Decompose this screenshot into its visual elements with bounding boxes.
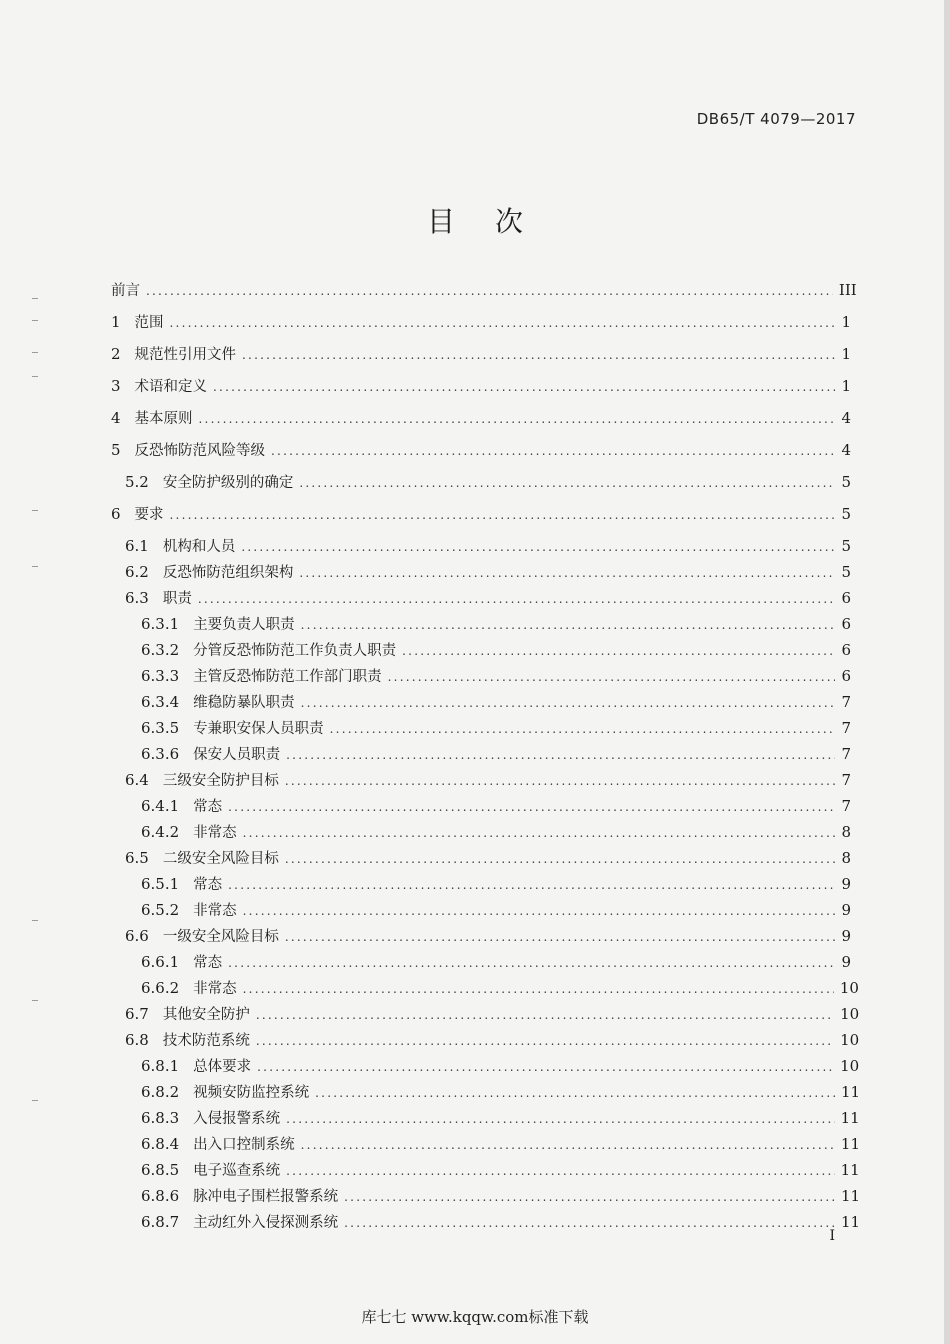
toc-entry-page: 10 [840,1057,860,1075]
toc-entry-label: 反恐怖防范风险等级 [134,443,266,459]
margin-mark [32,1100,38,1101]
toc-dot-leader [243,979,834,999]
toc-entry-page: 7 [841,771,851,789]
toc-entry-number: 6.2 [125,563,149,581]
toc-entry[interactable] [111,796,851,817]
toc-entry-number: 2 [111,345,121,363]
toc-entry-label: 常态 [193,877,223,893]
margin-mark [32,376,38,377]
toc-entry-label: 保安人员职责 [193,747,281,763]
toc-entry[interactable] [111,952,851,973]
toc-dot-leader [170,313,835,333]
page-number: I [829,1228,835,1244]
toc-entry-number: 1 [111,313,121,331]
toc-entry-number: 6.6.1 [141,953,180,971]
toc-entry[interactable] [111,1212,861,1233]
toc-dot-leader [146,281,833,301]
toc-entry-label: 视频安防监控系统 [193,1085,310,1101]
toc-entry[interactable] [111,376,851,397]
toc-dot-leader [299,563,835,583]
toc-entry-page: 7 [841,745,851,763]
toc-dot-leader [286,1161,834,1181]
toc-entry[interactable] [111,344,851,365]
table-of-contents [111,280,861,1233]
toc-entry-label: 出入口控制系统 [193,1137,295,1153]
toc-entry-page: 5 [841,505,851,523]
toc-entry-page: 11 [840,1161,860,1179]
toc-entry-page: 11 [841,1083,861,1101]
toc-entry[interactable] [111,472,851,493]
toc-entry-label: 基本原则 [134,411,193,427]
toc-entry-page: 6 [841,667,851,685]
toc-entry-number: 6.3.4 [141,693,180,711]
toc-entry-page: 9 [841,927,851,945]
toc-entry-page: 6 [841,589,851,607]
toc-entry-page: 1 [841,313,851,331]
margin-mark [32,920,38,921]
toc-entry[interactable] [111,666,851,687]
toc-dot-leader [228,875,835,895]
toc-entry-number: 6.8.7 [141,1213,180,1231]
toc-entry[interactable] [111,408,851,429]
toc-entry-label: 总体要求 [193,1059,252,1075]
toc-entry[interactable] [111,848,851,869]
toc-entry-number: 6.8.3 [141,1109,180,1127]
toc-dot-leader [344,1213,835,1233]
toc-entry-label: 专兼职安保人员职责 [193,721,324,737]
toc-entry[interactable] [111,536,851,557]
toc-entry-label: 非常态 [193,981,237,997]
toc-entry-number: 6.5.2 [141,901,180,919]
toc-dot-leader [299,473,835,493]
toc-entry-label: 主管反恐怖防范工作部门职责 [193,669,382,685]
toc-entry-page: 9 [841,953,851,971]
toc-entry-label: 电子巡查系统 [193,1163,281,1179]
toc-entry[interactable] [111,900,851,921]
toc-entry[interactable] [111,588,851,609]
toc-entry-page: 9 [841,875,851,893]
margin-mark [32,320,38,321]
toc-entry-page: 4 [841,409,851,427]
toc-entry-label: 范围 [134,315,164,331]
toc-dot-leader [315,1083,835,1103]
toc-dot-leader [285,771,835,791]
toc-entry-page: 6 [841,641,851,659]
toc-dot-leader [213,377,835,397]
toc-entry-number: 5.2 [125,473,149,491]
toc-entry-number: 6.4.2 [141,823,180,841]
toc-entry-label: 二级安全风险目标 [162,851,279,867]
toc-entry-page: 11 [840,1109,860,1127]
toc-entry-number: 6.4.1 [141,797,180,815]
toc-entry-page: 11 [841,1213,861,1231]
toc-entry[interactable] [111,978,859,999]
toc-entry-number: 6.6.2 [141,979,180,997]
margin-mark [32,566,38,567]
toc-entry-page: 8 [841,849,851,867]
toc-entry-number: 6.6 [125,927,149,945]
toc-dot-leader [402,641,835,661]
toc-entry-number: 6.8.2 [141,1083,180,1101]
toc-entry-number: 6.3.6 [141,745,180,763]
toc-dot-leader [243,901,835,921]
toc-entry-label: 机构和人员 [162,539,236,555]
toc-entry-number: 6 [111,505,121,523]
toc-entry[interactable] [111,1030,860,1051]
toc-entry-label: 技术防范系统 [162,1033,250,1049]
toc-entry-number: 6.1 [125,537,149,555]
toc-entry-label: 前言 [111,283,140,299]
toc-entry-number: 6.3.3 [141,667,180,685]
toc-entry-label: 主动红外入侵探测系统 [193,1215,339,1231]
toc-entry-label: 要求 [134,507,164,523]
toc-entry-label: 安全防护级别的确定 [162,475,294,491]
toc-entry[interactable] [111,744,851,765]
toc-entry[interactable] [111,1186,861,1207]
toc-entry-number: 6.7 [125,1005,149,1023]
toc-entry-label: 常态 [193,799,223,815]
toc-entry-page: 11 [841,1187,861,1205]
toc-entry-number: 6.8.5 [141,1161,180,1179]
toc-entry-label: 反恐怖防范组织架构 [162,565,294,581]
toc-entry[interactable] [111,504,851,525]
toc-dot-leader [241,537,835,557]
toc-entry-number: 6.3.1 [141,615,180,633]
toc-dot-leader [242,345,835,365]
toc-dot-leader [286,745,835,765]
toc-dot-leader [256,1031,834,1051]
toc-entry-number: 5 [111,441,121,459]
footer-watermark-text: 库七七 www.kqqw.com标准下载 [361,1308,589,1326]
toc-dot-leader [388,667,835,687]
toc-entry-label: 一级安全风险目标 [162,929,279,945]
toc-dot-leader [330,719,835,739]
toc-dot-leader [170,505,835,525]
toc-entry-page: 10 [839,979,859,997]
toc-dot-leader [344,1187,835,1207]
toc-entry-page: III [838,281,857,299]
toc-entry-label: 非常态 [193,825,237,841]
toc-entry-number: 6.5 [125,849,149,867]
toc-entry-number: 6.3.5 [141,719,180,737]
toc-dot-leader [199,409,835,429]
toc-entry[interactable] [111,562,851,583]
margin-mark [32,1000,38,1001]
toc-entry[interactable] [111,1004,860,1025]
toc-entry-label: 入侵报警系统 [193,1111,281,1127]
toc-entry-page: 9 [841,901,851,919]
toc-entry-label: 分管反恐怖防范工作负责人职责 [193,643,397,659]
toc-entry-number: 3 [111,377,121,395]
toc-dot-leader [256,1005,834,1025]
toc-entry-label: 维稳防暴队职责 [193,695,295,711]
toc-dot-leader [301,615,835,635]
margin-mark [32,298,38,299]
toc-dot-leader [257,1057,834,1077]
toc-entry[interactable] [111,312,851,333]
toc-entry[interactable] [111,718,851,739]
toc-entry[interactable] [111,874,851,895]
toc-entry[interactable] [111,692,851,713]
toc-entry[interactable] [111,280,857,301]
toc-entry-page: 8 [841,823,851,841]
toc-entry[interactable] [111,822,851,843]
toc-entry-page: 10 [840,1005,860,1023]
toc-entry-page: 7 [841,693,851,711]
toc-entry-label: 规范性引用文件 [134,347,237,363]
toc-entry-label: 术语和定义 [134,379,208,395]
toc-entry[interactable] [111,770,851,791]
page-title: 目次 [426,205,563,238]
toc-entry-page: 7 [841,719,851,737]
toc-entry-label: 三级安全防护目标 [162,773,279,789]
toc-entry-number: 6.8.6 [141,1187,180,1205]
toc-entry-label: 其他安全防护 [162,1007,250,1023]
toc-dot-leader [228,797,835,817]
toc-entry-page: 5 [841,563,851,581]
toc-entry-label: 非常态 [193,903,237,919]
toc-entry-number: 6.3.2 [141,641,180,659]
toc-dot-leader [286,1109,834,1129]
toc-dot-leader [285,927,835,947]
toc-entry-page: 10 [840,1031,860,1049]
toc-entry-number: 6.8.1 [141,1057,180,1075]
toc-entry-page: 6 [841,615,851,633]
toc-entry[interactable] [111,1082,861,1103]
toc-entry-page: 4 [841,441,851,459]
toc-entry-number: 6.5.1 [141,875,180,893]
document-code: DB65/T 4079—2017 [696,110,856,128]
toc-entry-label: 常态 [193,955,223,971]
toc-dot-leader [301,693,835,713]
toc-dot-leader [271,441,835,461]
toc-entry-page: 1 [841,377,851,395]
toc-entry[interactable] [111,1134,860,1155]
toc-entry-number: 6.4 [125,771,149,789]
toc-entry[interactable] [111,1160,860,1181]
margin-mark [32,352,38,353]
toc-dot-leader [301,1135,835,1155]
toc-entry-number: 6.8 [125,1031,149,1049]
toc-entry-page: 5 [841,537,851,555]
toc-entry-label: 主要负责人职责 [193,617,295,633]
toc-entry[interactable] [111,640,851,661]
toc-dot-leader [198,589,835,609]
toc-entry-number: 6.8.4 [141,1135,180,1153]
toc-dot-leader [228,953,835,973]
toc-entry-label: 脉冲电子围栏报警系统 [193,1189,339,1205]
toc-entry[interactable] [111,614,851,635]
toc-entry-label: 职责 [162,591,192,607]
toc-dot-leader [285,849,835,869]
toc-dot-leader [243,823,835,843]
toc-entry[interactable] [111,1108,860,1129]
toc-entry[interactable] [111,440,851,461]
toc-entry-number: 4 [111,409,121,427]
toc-entry-page: 5 [841,473,851,491]
toc-entry[interactable] [111,1056,860,1077]
toc-entry-page: 11 [840,1135,860,1153]
toc-entry-number: 6.3 [125,589,149,607]
toc-entry-page: 1 [841,345,851,363]
toc-entry[interactable] [111,926,851,947]
toc-entry-page: 7 [841,797,851,815]
margin-mark [32,510,38,511]
